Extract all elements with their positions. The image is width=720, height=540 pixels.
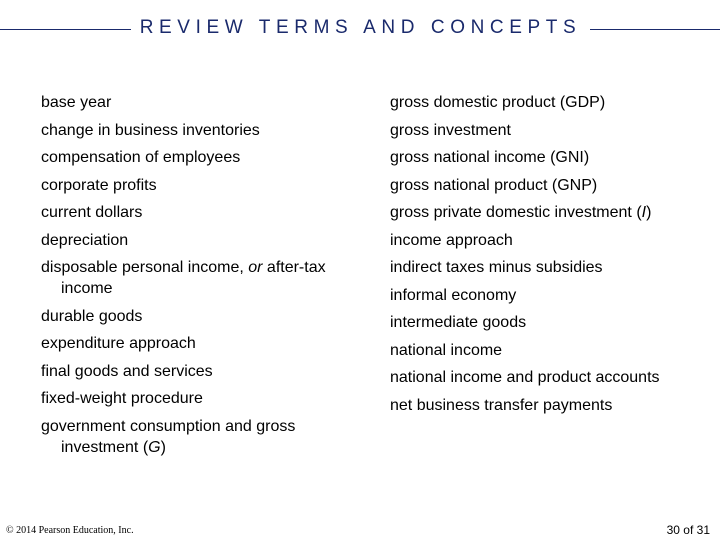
term-government-text-b: investment ( — [61, 438, 149, 456]
term-national-income-and-product-accounts: national income and product accounts — [390, 369, 660, 386]
term-expenditure-approach: expenditure approach — [41, 335, 196, 352]
left-term-list — [41, 92, 386, 464]
term-current-dollars: current dollars — [41, 204, 143, 221]
term-informal-economy: informal economy — [390, 286, 517, 304]
right-term-list — [390, 92, 710, 422]
page-counter: 30 of 31 — [666, 523, 710, 537]
term-corporate-profits: corporate profits — [41, 176, 157, 194]
term-government-line-2 — [41, 437, 386, 458]
term-disposable-text-c: income — [61, 280, 113, 297]
term-government-text-c: ) — [160, 438, 166, 456]
term-gdp: gross domestic product (GDP) — [390, 94, 606, 111]
term-gross-private-domestic-investment — [390, 202, 710, 223]
header — [0, 16, 720, 40]
term-intermediate-goods: intermediate goods — [390, 314, 527, 331]
term-government-g: G — [148, 438, 161, 456]
term-indirect-taxes-minus-subsidies: indirect taxes minus subsidies — [390, 259, 603, 276]
term-government-text-a: government consumption and gross — [41, 417, 296, 435]
copyright-notice: © 2014 Pearson Education, Inc. — [6, 525, 134, 536]
term-final-goods-and-services: final goods and services — [41, 362, 213, 380]
term-disposable-text-b: after-tax — [262, 259, 326, 276]
term-change-in-business-inventories: change in business inventories — [41, 121, 260, 139]
term-gpdi-i: I — [641, 204, 647, 221]
term-gpdi-text-b: ) — [646, 204, 652, 221]
term-disposable-text-a: disposable personal income, — [41, 259, 249, 276]
term-national-income: national income — [390, 341, 503, 359]
term-government-consumption — [41, 416, 386, 458]
term-compensation-of-employees: compensation of employees — [41, 149, 241, 166]
term-gni: gross national income (GNI) — [390, 149, 590, 166]
header-rule-right — [590, 29, 720, 30]
term-income-approach: income approach — [390, 231, 513, 249]
term-base-year: base year — [41, 94, 112, 111]
term-gpdi-text-a: gross private domestic investment ( — [390, 204, 642, 221]
page-title: REVIEW TERMS AND CONCEPTS — [139, 17, 582, 38]
term-gross-investment: gross investment — [390, 121, 511, 139]
term-durable-goods: durable goods — [41, 307, 143, 325]
term-gnp: gross national product (GNP) — [390, 176, 598, 194]
term-fixed-weight-procedure: fixed-weight procedure — [41, 390, 203, 407]
header-rule-left — [0, 29, 131, 30]
term-net-business-transfer-payments: net business transfer payments — [390, 396, 613, 414]
term-depreciation: depreciation — [41, 231, 129, 249]
term-disposable-or: or — [248, 259, 263, 276]
term-disposable-personal-income — [41, 257, 386, 299]
